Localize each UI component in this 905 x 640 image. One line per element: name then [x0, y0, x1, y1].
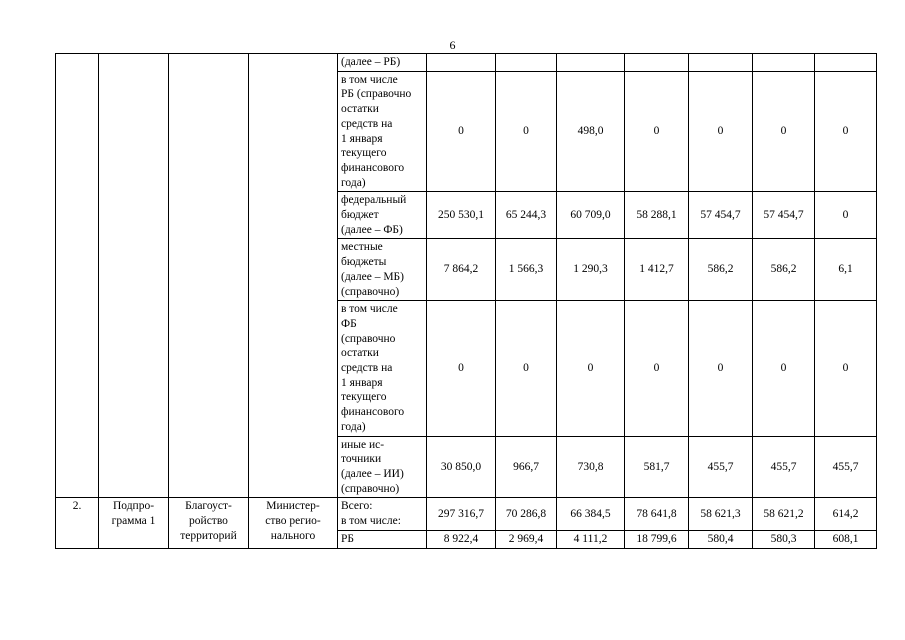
value-cell: 580,3 — [753, 530, 815, 548]
value-cell: 581,7 — [625, 436, 689, 498]
value-cell: 57 454,7 — [689, 192, 753, 239]
value-cell: 0 — [815, 192, 877, 239]
value-cell — [815, 54, 877, 72]
value-cell: 1 566,3 — [496, 239, 557, 301]
value-cell: 730,8 — [557, 436, 625, 498]
value-cell: 0 — [815, 301, 877, 436]
value-cell — [753, 54, 815, 72]
value-cell: 57 454,7 — [753, 192, 815, 239]
value-cell: 18 799,6 — [625, 530, 689, 548]
value-cell: 0 — [557, 301, 625, 436]
source-cell: (далее – РБ) — [338, 54, 427, 72]
value-cell: 0 — [753, 301, 815, 436]
col-title-cell — [169, 54, 249, 498]
source-cell: иные ис- точники (далее – ИИ) (справочно) — [338, 436, 427, 498]
value-cell: 455,7 — [753, 436, 815, 498]
value-cell: 58 288,1 — [625, 192, 689, 239]
value-cell: 455,7 — [815, 436, 877, 498]
value-cell: 0 — [427, 301, 496, 436]
value-cell: 2 969,4 — [496, 530, 557, 548]
value-cell: 498,0 — [557, 71, 625, 192]
value-cell: 0 — [689, 301, 753, 436]
col-number-cell — [56, 54, 99, 498]
table-row — [56, 54, 877, 72]
value-cell: 966,7 — [496, 436, 557, 498]
value-cell: 455,7 — [689, 436, 753, 498]
value-cell — [557, 54, 625, 72]
subprogram-executor: Министер- ство регио- нального — [249, 498, 338, 548]
table-row — [56, 498, 877, 530]
source-cell: РБ — [338, 530, 427, 548]
value-cell — [625, 54, 689, 72]
value-cell: 66 384,5 — [557, 498, 625, 530]
value-cell: 0 — [625, 71, 689, 192]
value-cell: 60 709,0 — [557, 192, 625, 239]
value-cell: 30 850,0 — [427, 436, 496, 498]
value-cell: 0 — [753, 71, 815, 192]
value-cell: 0 — [815, 71, 877, 192]
value-cell: 58 621,2 — [753, 498, 815, 530]
value-cell: 58 621,3 — [689, 498, 753, 530]
source-cell: местные бюджеты (далее – МБ) (справочно) — [338, 239, 427, 301]
value-cell — [427, 54, 496, 72]
value-cell: 580,4 — [689, 530, 753, 548]
value-cell: 1 412,7 — [625, 239, 689, 301]
source-cell: в том числе РБ (справочно остатки средств на 1 января текущего финансового года) — [338, 71, 427, 192]
value-cell: 614,2 — [815, 498, 877, 530]
value-cell — [496, 54, 557, 72]
value-cell: 0 — [625, 301, 689, 436]
value-cell: 65 244,3 — [496, 192, 557, 239]
value-cell: 586,2 — [753, 239, 815, 301]
value-cell: 6,1 — [815, 239, 877, 301]
value-cell: 0 — [496, 301, 557, 436]
col-executor-cell — [249, 54, 338, 498]
value-cell: 586,2 — [689, 239, 753, 301]
value-cell: 1 290,3 — [557, 239, 625, 301]
page-number: 6 — [449, 38, 456, 52]
subprogram-name: Подпро- грамма 1 — [99, 498, 169, 548]
value-cell: 7 864,2 — [427, 239, 496, 301]
value-cell: 8 922,4 — [427, 530, 496, 548]
value-cell: 78 641,8 — [625, 498, 689, 530]
value-cell: 4 111,2 — [557, 530, 625, 548]
col-name-cell — [99, 54, 169, 498]
value-cell: 297 316,7 — [427, 498, 496, 530]
subprogram-title: Благоуст- ройство территорий — [169, 498, 249, 548]
value-cell: 608,1 — [815, 530, 877, 548]
value-cell: 0 — [496, 71, 557, 192]
source-cell: федеральный бюджет (далее – ФБ) — [338, 192, 427, 239]
source-cell: в том числе ФБ (справочно остатки средств на 1 января текущего финансового года) — [338, 301, 427, 436]
value-cell: 0 — [427, 71, 496, 192]
value-cell: 0 — [689, 71, 753, 192]
value-cell: 70 286,8 — [496, 498, 557, 530]
subprogram-number: 2. — [56, 498, 99, 548]
value-cell — [689, 54, 753, 72]
source-cell: Всего: в том числе: — [338, 498, 427, 530]
value-cell: 250 530,1 — [427, 192, 496, 239]
budget-table — [55, 53, 877, 549]
